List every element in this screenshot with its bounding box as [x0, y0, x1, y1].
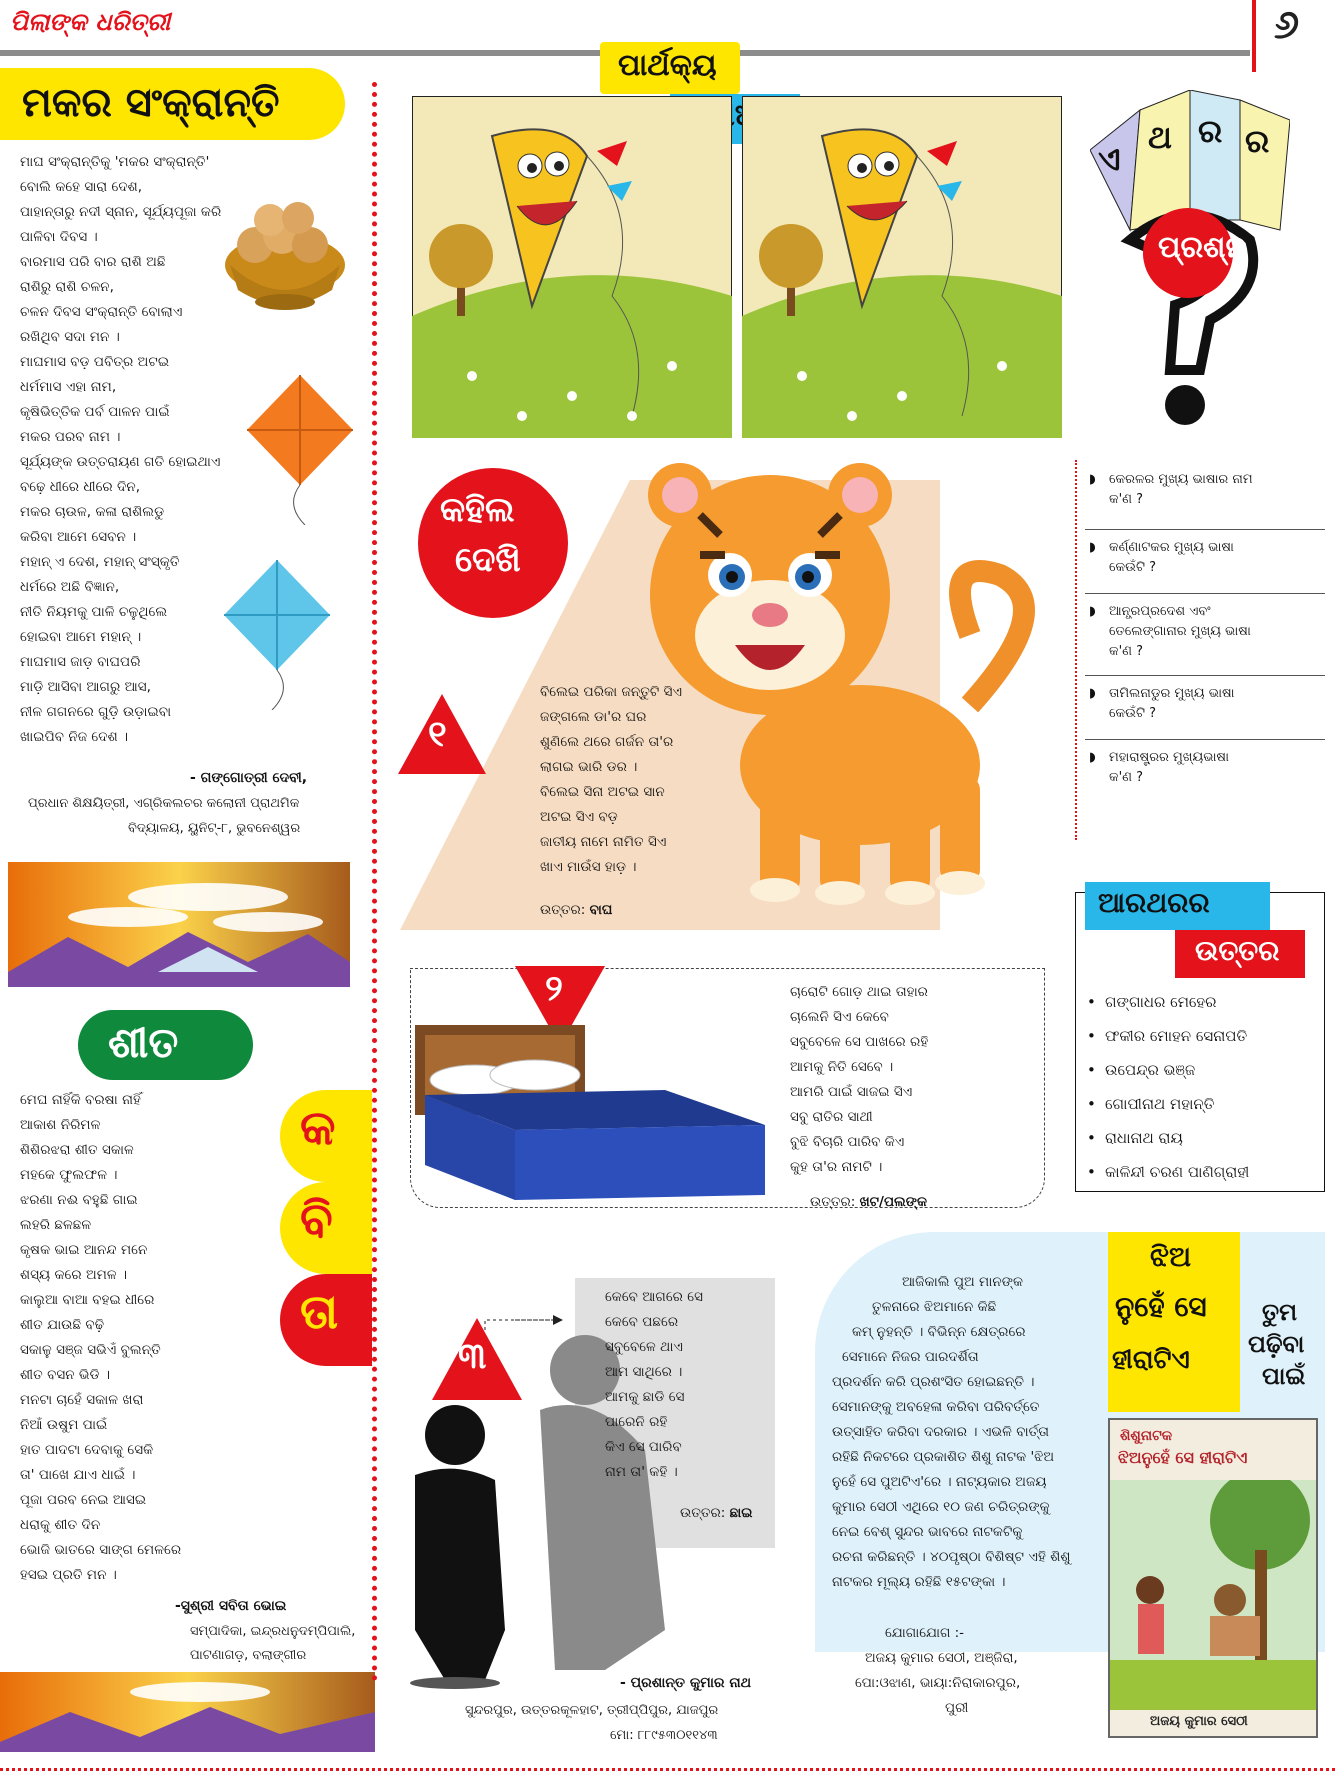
answer-item: • ଫକୀର ମୋହନ ସେନାପତି	[1085, 1019, 1320, 1053]
review-line: କମ୍ ନୁହନ୍ତି । ବିଭିନ୍ନ କ୍ଷେତ୍ରରେ	[852, 1324, 1026, 1340]
book-title: ଝିଅ	[1150, 1240, 1192, 1273]
question-line: କ'ଣ ?	[1109, 644, 1144, 659]
page-number-divider	[1252, 0, 1256, 72]
orange-kite-illustration	[245, 375, 355, 525]
riddle-line: ଚାରୋଟି ଗୋଡ଼ ଥାଇ ତାହାର	[790, 984, 928, 1000]
masthead-text: ପିଲାଙ୍କ ଧରିତ୍ରୀ	[10, 8, 171, 36]
question-item	[1085, 470, 1325, 530]
ethara-title-letter: ର	[1198, 112, 1223, 150]
bullet-icon: ◗	[1089, 472, 1096, 487]
makar-poem	[20, 150, 250, 750]
answers-list	[1085, 985, 1320, 1189]
answer-value: ଛାଇ	[729, 1505, 753, 1521]
question-line: କେଉଁଟି ?	[1109, 560, 1156, 575]
header-rule-left	[0, 50, 200, 56]
question-line: କେରଳର ମୁଖ୍ୟ ଭାଷାର ନାମ	[1109, 472, 1253, 487]
book-cover	[1108, 1418, 1318, 1738]
poem-line: ଭୋଜି ଭାତରେ ସାଙ୍ଗ ମେଳରେ	[20, 1542, 182, 1558]
poem-line: ନିଆଁ ଉଷୁମ ପାଇଁ	[20, 1417, 108, 1433]
laddoo-bowl-illustration	[220, 190, 350, 315]
answer-item: • ଉପେନ୍ଦ୍ର ଭଞ୍ଜ	[1085, 1053, 1320, 1087]
poem-line: ଲହରି ଛଳଛଳ	[20, 1217, 92, 1233]
review-line: ନୁହେଁ ସେ ପୁଅଟିଏ'ରେ । ନାଟ୍ୟକାର ଅଜୟ	[832, 1474, 1047, 1490]
column-divider	[372, 82, 377, 1682]
kahila-author-detail: ମୋ: ୮୮୯୫୩୦୧୧୪୩	[610, 1728, 718, 1743]
ethara-title-letter: ଥ	[1148, 118, 1172, 156]
poem-line: ମାଘମାସ ବଡ଼ ପବିତ୍ର ଅଟଇ	[20, 354, 170, 370]
question-line: କ'ଣ ?	[1109, 770, 1144, 785]
poem-line: ମେଘ ନାହିଁକି ବରଷା ନାହିଁ	[20, 1092, 141, 1108]
poem-line: ବଢ଼େ ଧୀରେ ଧୀରେ ଦିନ,	[20, 479, 141, 495]
book-review-text	[832, 1270, 1097, 1595]
riddle-line: କେବେ ଆଗରେ ସେ	[605, 1289, 703, 1305]
bullet-icon: ◗	[1089, 750, 1096, 765]
sheeta-poem	[20, 1088, 270, 1588]
review-line: କୁମାର ସେଠୀ ଏଥିରେ ୧୦ ଜଣ ଚରିତ୍ରଙ୍କୁ	[832, 1499, 1050, 1515]
question-item	[1085, 740, 1325, 804]
book-contact-line: ପୋ:ଓଝାଣ, ଭାୟା:ନିରାକାରପୁର,	[855, 1675, 1021, 1691]
answer-label: ଉତ୍ତର:	[540, 902, 586, 918]
sheeta-author-detail: ସମ୍ପାଦିକା, ଇନ୍ଦ୍ରଧନୁଦମ୍ପିପାଲି,	[190, 1624, 356, 1639]
question-line: ଆନ୍ଧ୍ରପ୍ରଦେଶ ଏବଂ	[1109, 604, 1211, 619]
bullet-icon: ◗	[1089, 540, 1096, 555]
poem-line: ଧର୍ମମାସ ଏହା ନାମ,	[20, 379, 117, 395]
riddle-line: ସବୁ ରାତିର ସାଥୀ	[790, 1109, 873, 1125]
riddle-line: ଶୁଣିଲେ ଥରେ ଗର୍ଜନ ତା'ର	[540, 734, 674, 750]
question-line: କ'ଣ ?	[1109, 492, 1144, 507]
answer-item: • କାଳିନ୍ଦୀ ଚରଣ ପାଣିଗ୍ରାହୀ	[1085, 1155, 1320, 1189]
sheeta-author-detail: ପାଟଣାଗଡ଼, ବଲାଙ୍ଗୀର	[190, 1648, 307, 1663]
poem-line: ଧରାକୁ ଶୀତ ଦିନ	[20, 1517, 101, 1533]
poem-line: ଚଳନ ଦିବସ ସଂକ୍ରାନ୍ତି ବୋଲାଏ	[20, 304, 183, 320]
book-cover-title: ଝିଅନୁହେଁ ସେ ହୀରାଟିଏ	[1118, 1448, 1248, 1467]
review-line: ନେଇ ବେଶ୍ ସୁନ୍ଦର ଭାବରେ ନାଟକଟିକୁ	[832, 1524, 1023, 1540]
masthead	[10, 8, 195, 44]
makar-author-detail: ପ୍ରଧାନ ଶିକ୍ଷୟିତ୍ରୀ, ଏଗ୍ରିକଲଚର କଲୋନୀ ପ୍ରାଥମିକ	[28, 796, 300, 811]
question-line: ତାମିଲନାଡୁର ମୁଖ୍ୟ ଭାଷା	[1109, 686, 1235, 701]
review-line: ସେମାନେ ନିଜର ପାରଦର୍ଶିତା	[842, 1349, 979, 1365]
poem-line: କୃଷକ ଭାଇ ଆନନ୍ଦ ମନେ	[20, 1242, 148, 1258]
poem-line: ପାହାନ୍ତାରୁ ନଦୀ ସ୍ନାନ, ସୂର୍ଯ୍ୟପୂଜା କରି	[20, 204, 222, 220]
bullet-icon: ◗	[1089, 604, 1096, 619]
kite-picture-right	[742, 96, 1062, 438]
poem-line: ମକର ପରବ ନାମ ।	[20, 429, 121, 445]
kahila-title: କହିଲ	[440, 490, 515, 530]
poem-line: କରିବା ଆମେ ସେବନ ।	[20, 529, 137, 545]
riddle-line: ବୁଝି ବିଚାରି ପାରିବ କିଏ	[790, 1134, 905, 1150]
poem-line: ବୋଲି କହେ ସାରା ଦେଶ,	[20, 179, 143, 195]
poem-line: କାଲୁଆ ବାଆ ବହଇ ଧୀରେ	[20, 1292, 155, 1308]
poem-line: ପୂଜା ପରବ ନେଇ ଆସଇ	[20, 1492, 147, 1508]
poem-line: ମନଟା ଚାହେଁ ସକାଳ ଖରା	[20, 1392, 144, 1408]
poem-line: ମାଡ଼ି ଆସିବା ଆଗରୁ ଆସ,	[20, 679, 151, 695]
riddle-line: ଜାତୀୟ ନାମେ ନାମିତ ସିଏ	[540, 834, 667, 850]
bed-illustration	[415, 1005, 775, 1205]
poem-line: ହାତ ପାଦଟା ଦେବାକୁ ସେକି	[20, 1442, 154, 1458]
riddle2-answer	[810, 1194, 927, 1210]
sheeta-title: ଶୀତ	[108, 1018, 179, 1067]
makar-author-detail: ବିଦ୍ୟାଳୟ, ୟୁନିଟ୍-୮, ଭୁବନେଶ୍ୱର	[128, 821, 301, 836]
review-line: ଉତ୍ସାହିତ କରିବା ଦରକାର । ଏଭଳି ବାର୍ତ୍ତା	[832, 1424, 1050, 1440]
question-line: ମହାରାଷ୍ଟ୍ରର ମୁଖ୍ୟଭାଷା	[1109, 750, 1229, 765]
riddle3-answer	[680, 1505, 752, 1521]
book-cover-author: ଅଜୟ କୁମାର ସେଠୀ	[1150, 1714, 1248, 1729]
poem-line: ପାଳିବା ଦିବସ ।	[20, 229, 98, 245]
tiger-illustration	[640, 455, 1080, 905]
kabita-letter: ତା	[300, 1284, 339, 1340]
parthakya-title: ପାର୍ଥକ୍ୟ	[618, 48, 717, 83]
review-line: ସେମାନଙ୍କୁ ଅବହେଳା କରିବା ପରିବର୍ତ୍ତେ	[832, 1399, 1040, 1415]
question-item	[1085, 594, 1325, 676]
kabita-letter: ବି	[300, 1192, 333, 1248]
prashna-label: ପ୍ରଶ୍ନ	[1158, 230, 1247, 265]
winter-landscape-illustration	[8, 862, 350, 1002]
poem-line: ନୀତି ନିୟମକୁ ପାଳି ଚଳୁଥିଲେ	[20, 604, 168, 620]
book-title: ହୀରାଟିଏ	[1112, 1345, 1190, 1375]
review-line: ପ୍ରଦର୍ଶନ କରି ପ୍ରଶଂସିତ ହୋଇଛନ୍ତି ।	[832, 1374, 1035, 1390]
riddle-line: କୁହ ତା'ର ନାମଟି ।	[790, 1159, 883, 1175]
blue-kite-illustration	[222, 560, 332, 710]
book-cover-art	[1110, 1480, 1316, 1710]
poem-line: କୃଷିଭିତ୍ତିକ ପର୍ବ ପାଳନ ପାଇଁ	[20, 404, 170, 420]
book-contact-line: ଅଜୟ କୁମାର ସେଠୀ, ଅଞ୍ଜିରା,	[865, 1650, 1018, 1666]
riddle-number: ୧	[428, 714, 447, 755]
winter-strip-illustration	[0, 1672, 375, 1762]
riddle-line: ଅଟଇ ସିଏ ବଡ଼	[540, 809, 618, 825]
riddle-line: ଆମରି ପାଇଁ ସାଜଇ ସିଏ	[790, 1084, 913, 1100]
poem-line: ଧର୍ମରେ ଅଛି ବିଜ୍ଞାନ,	[20, 579, 120, 595]
poem-line: ରାଶିରୁ ରାଶି ଚଳନ,	[20, 279, 114, 295]
answer-value: ଖଟ/ପଲଙ୍କ	[859, 1194, 927, 1210]
riddle-line: ସବୁବେଳେ ଥାଏ	[605, 1339, 683, 1355]
questions-divider	[1075, 460, 1077, 840]
poem-line: ଶସ୍ୟ କରେ ଅମଳ ।	[20, 1267, 128, 1283]
kahila-author-detail: ସୁନ୍ଦରପୁର, ଉତ୍ତରକୂଳହାଟ, ତ୍ରୀପ୍ପିପୁର, ଯାଜପୁର	[465, 1703, 719, 1718]
poem-line: ତା' ପାଖେ ଯାଏ ଧାଇଁ ।	[20, 1467, 136, 1483]
question-line: ତେଲେଙ୍ଗାନାର ମୁଖ୍ୟ ଭାଷା	[1109, 624, 1251, 639]
poem-line: ସକାଳୁ ସଞ୍ଜ ସଭିଏଁ ବୁଲନ୍ତି	[20, 1342, 161, 1358]
page-number: ୬	[1274, 2, 1300, 48]
riddle1-text	[540, 680, 682, 880]
kahila-author: - ପ୍ରଶାନ୍ତ କୁମାର ନାଥ	[620, 1675, 752, 1691]
bullet-icon: ◗	[1089, 686, 1096, 701]
riddle-line: ପାରେନି ରହି	[605, 1414, 668, 1430]
poem-line: ମାଘମାସ ଜାଡ଼ ବାଘପରି	[20, 654, 141, 670]
question-line: କେଉଁଟି ?	[1109, 706, 1156, 721]
kite-picture-left	[412, 96, 732, 438]
question-line: କର୍ଣ୍ଣାଟକର ମୁଖ୍ୟ ଭାଷା	[1109, 540, 1234, 555]
ethara-title-letter: ଏ	[1098, 140, 1121, 178]
book-side-label: ପାଇଁ	[1262, 1362, 1306, 1390]
answers-title: ଆରଥରର	[1098, 886, 1210, 919]
book-cover-kicker: ଶିଶୁନାଟକ	[1120, 1428, 1173, 1444]
poem-line: ମହକେ ଫୁଲଫଳ ।	[20, 1167, 118, 1183]
riddle1-answer	[540, 902, 612, 918]
riddle-line: ଜଙ୍ଗଲେ ଡା'ର ଘର	[540, 709, 647, 725]
book-contact-label: ଯୋଗାଯୋଗ :-	[885, 1625, 965, 1641]
question-item	[1085, 530, 1325, 594]
riddle-line: ଲାଗଇ ଭାରି ଡର ।	[540, 759, 638, 775]
riddle-line: ବିଲେଇ ପରିକା ଜନ୍ତୁଟି ସିଏ	[540, 684, 683, 700]
kahila-subtitle: ଦେଖି	[455, 540, 521, 580]
poem-line: ମାଘ ସଂକ୍ରାନ୍ତିକୁ 'ମକର ସଂକ୍ରାନ୍ତି'	[20, 154, 210, 170]
question-item	[1085, 676, 1325, 740]
poem-line: ମହାନ୍ ଏ ଦେଶ, ମହାନ୍ ସଂସ୍କୃତି	[20, 554, 180, 570]
review-line: ଆଜିକାଲି ପୁଅ ମାନଙ୍କ	[902, 1274, 1023, 1290]
book-side-label: ପଢ଼ିବା	[1248, 1330, 1305, 1358]
riddle-line: ଖାଏ ମାଉଁସ ହାଡ଼ ।	[540, 859, 637, 875]
riddle-line: କିଏ ସେ ପାରିବ	[605, 1439, 682, 1455]
poem-line: ଝରଣା ନଈ ବହୁଛି ଗାଇ	[20, 1192, 138, 1208]
riddle-line: ଆମକୁ ଛାଡି ସେ	[605, 1389, 685, 1405]
riddle-line: ଆମକୁ ନିତି ସେବେ ।	[790, 1059, 894, 1075]
riddle-line: କେବେ ପଛରେ	[605, 1314, 679, 1330]
poem-line: ସୂର୍ଯ୍ୟଙ୍କ ଉତ୍ତରାୟଣ ଗତି ହୋଇଥାଏ	[20, 454, 221, 470]
review-line: ତୁଳନାରେ ଝିଅମାନେ କିଛି	[872, 1299, 997, 1315]
poem-line: ବାରମାସ ପରି ବାର ରାଶି ଅଛି	[20, 254, 166, 270]
poem-line: ଶୀତ ବସନ ଭିଡି ।	[20, 1367, 111, 1383]
sheeta-author: -ସୁଶ୍ରୀ ସବିତା ଭୋଇ	[175, 1598, 287, 1614]
riddle-line: ବିଲେଇ ସିନା ଅଟଇ ସାନ	[540, 784, 665, 800]
poem-line: ରଖିଥିବ ସଦା ମନ ।	[20, 329, 120, 345]
riddle-number: ୩	[458, 1336, 487, 1377]
footer-rule	[0, 1768, 1335, 1772]
poem-line: ଶିଶିରଝରା ଶୀତ ସକାଳ	[20, 1142, 134, 1158]
book-title: ନୁହେଁ ସେ	[1115, 1290, 1207, 1323]
riddle-number: ୨	[545, 968, 563, 1009]
riddle-line: ସବୁବେଳେ ସେ ପାଖରେ ରହି	[790, 1034, 929, 1050]
poem-line: ମକର ଚାଉଳ, କଳା ରାଶିଲଡୁ	[20, 504, 165, 520]
poem-line: ହୋଇବା ଆମେ ମହାନ୍ ।	[20, 629, 142, 645]
review-line: ନାଟକର ମୂଲ୍ୟ ରହିଛି ୧୫ଟଙ୍କା ।	[832, 1574, 1006, 1590]
answer-label: ଉତ୍ତର:	[680, 1505, 726, 1521]
answers-subtitle: ଉତ୍ତର	[1195, 934, 1280, 967]
makar-author: - ଗଙ୍ଗୋତ୍ରୀ ଦେବୀ,	[190, 770, 308, 786]
kabita-letter: କ	[300, 1100, 336, 1156]
poem-line: ଶୀତ ଯାଉଛି ବଢ଼ି	[20, 1317, 105, 1333]
review-line: ରହିଛି ନିକଟରେ ପ୍ରକାଶିତ ଶିଶୁ ନାଟକ 'ଝିଅ	[832, 1449, 1055, 1465]
review-line: ରଚନା କରିଛନ୍ତି । ୪୦ପୃଷ୍ଠା ବିଶିଷ୍ଟ ଏହି ଶିଶୁ	[832, 1549, 1071, 1565]
riddle-line: ଚାଲେନି ସିଏ କେବେ	[790, 1009, 889, 1025]
book-side-label: ତୁମ	[1262, 1298, 1298, 1326]
answer-item: • ଗଙ୍ଗାଧର ମେହେର	[1085, 985, 1320, 1019]
poem-line: ନୀଳ ଗଗନରେ ଗୁଡ଼ି ଉଡ଼ାଇବା	[20, 704, 172, 720]
answer-value: ବାଘ	[589, 902, 613, 918]
book-contact-line: ପୁରୀ	[945, 1700, 969, 1716]
riddle-line: ଆମ ସାଥିରେ ।	[605, 1364, 683, 1380]
answer-item: • ରାଧାନାଥ ରାୟ	[1085, 1121, 1320, 1155]
makar-title: ମକର ସଂକ୍ରାନ୍ତି	[22, 80, 280, 126]
riddle2-text	[790, 980, 928, 1180]
answer-item: • ଗୋପୀନାଥ ମହାନ୍ତି	[1085, 1087, 1320, 1121]
poem-line: ଆକାଶ ନିରିମଳ	[20, 1117, 101, 1133]
poem-line: ଖାଇପିବ ନିଜ ଦେଶ ।	[20, 729, 129, 745]
riddle3-text	[605, 1285, 703, 1485]
riddle-line: ନାମ ତା' କହି ।	[605, 1464, 678, 1480]
questions-list	[1085, 470, 1325, 804]
poem-line: ହସଇ ପ୍ରତି ମନ ।	[20, 1567, 117, 1583]
ethara-title-letter: ର	[1245, 122, 1270, 160]
answer-label: ଉତ୍ତର:	[810, 1194, 856, 1210]
